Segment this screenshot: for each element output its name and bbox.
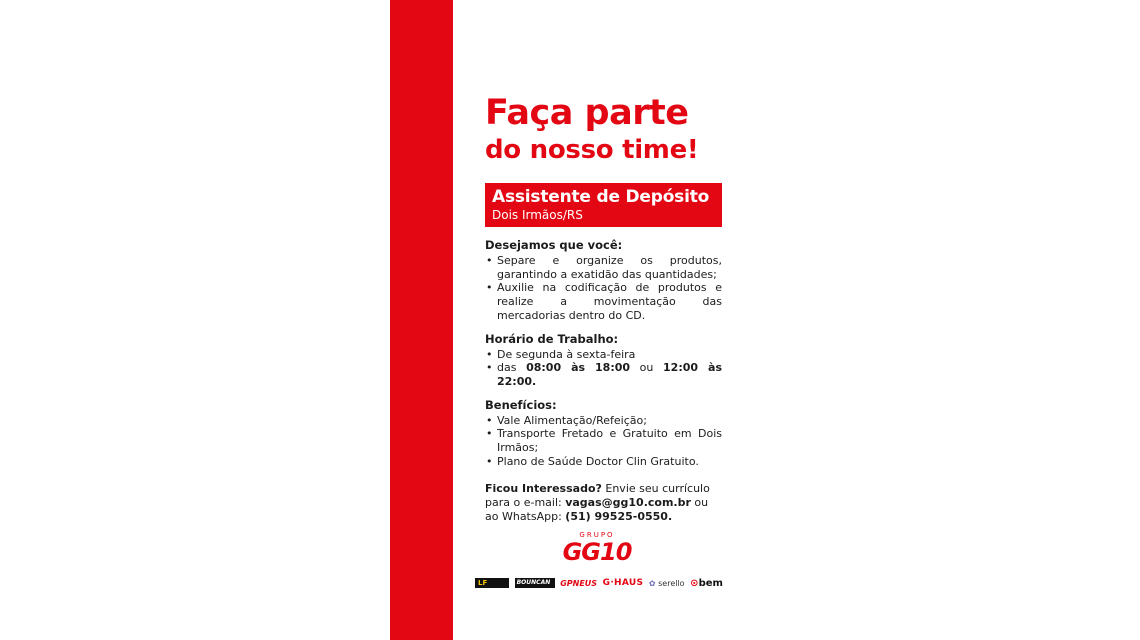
brand-logos — [475, 575, 723, 591]
headline-line2: do nosso time! — [485, 135, 699, 165]
bouncan-logo: BOUNCAN — [515, 578, 555, 588]
contact-phone[interactable]: (51) 99525-0550. — [565, 510, 673, 524]
contact-email[interactable]: vagas@gg10.com.br — [565, 496, 691, 510]
serello-icon: ✿ — [648, 578, 656, 588]
contact-text1: Envie seu currículo para o e-mail: — [485, 482, 710, 510]
benefits-list — [485, 414, 722, 469]
lf-logo: LF — [475, 578, 509, 588]
list-item: • Transporte Fretado e Gratuito em Dois Irmãos; — [485, 427, 722, 454]
benefits-title: Benefícios: — [485, 397, 557, 412]
job-post — [485, 92, 722, 535]
gg10-logo: GG10 — [562, 538, 632, 566]
requirements-section — [485, 238, 722, 323]
schedule-title: Horário de Trabalho: — [485, 331, 619, 346]
headline-line1: Faça parte — [485, 93, 689, 133]
list-item: • Plano de Saúde Doctor Clin Gratuito. — [485, 455, 722, 469]
list-item: • Vale Alimentação/Refeição; — [485, 414, 722, 428]
ghaus-logo: G·HAUS — [602, 578, 644, 588]
contact-lead: Ficou Interessado? — [485, 482, 602, 496]
benefits-section — [485, 398, 722, 469]
list-item: • De segunda à sexta-feira — [485, 348, 722, 362]
schedule-list — [485, 348, 722, 389]
requirements-title: Desejamos que você: — [485, 238, 623, 252]
job-location: Dois Irmãos/RS — [492, 208, 583, 222]
logo-group-label: GRUPO — [579, 531, 615, 539]
red-side-band — [390, 0, 453, 640]
serello-logo — [649, 579, 685, 588]
contact-paragraph — [485, 482, 722, 524]
job-title-box — [485, 183, 722, 227]
contact-text2: ou ao WhatsApp: — [485, 496, 709, 524]
schedule-prefix: das — [497, 361, 527, 375]
gpneus-logo: GPNEUS — [560, 578, 598, 588]
job-title: Assistente de Depósito — [492, 187, 710, 207]
schedule-connector: ou — [630, 361, 664, 375]
schedule-time1: 08:00 às 18:00 — [526, 361, 631, 375]
schedule-section — [485, 332, 722, 389]
bem-mark-icon: ⊙ — [690, 577, 699, 589]
serello-label: serello — [658, 578, 685, 588]
list-item: • Separe e organize os produtos, garantindo a exatidão das quantidades; — [485, 254, 722, 281]
list-item — [485, 361, 722, 388]
bem-label: bem — [698, 577, 723, 589]
schedule-time2: 12:00 às 22:00. — [497, 361, 722, 388]
requirements-list — [485, 254, 722, 323]
brand-footer — [475, 531, 723, 589]
headline — [485, 92, 722, 166]
bem-logo — [690, 578, 723, 589]
list-item: • Auxilie na codificação de produtos e realize a movimentação das mercadorias dentro do CD. — [485, 281, 722, 322]
